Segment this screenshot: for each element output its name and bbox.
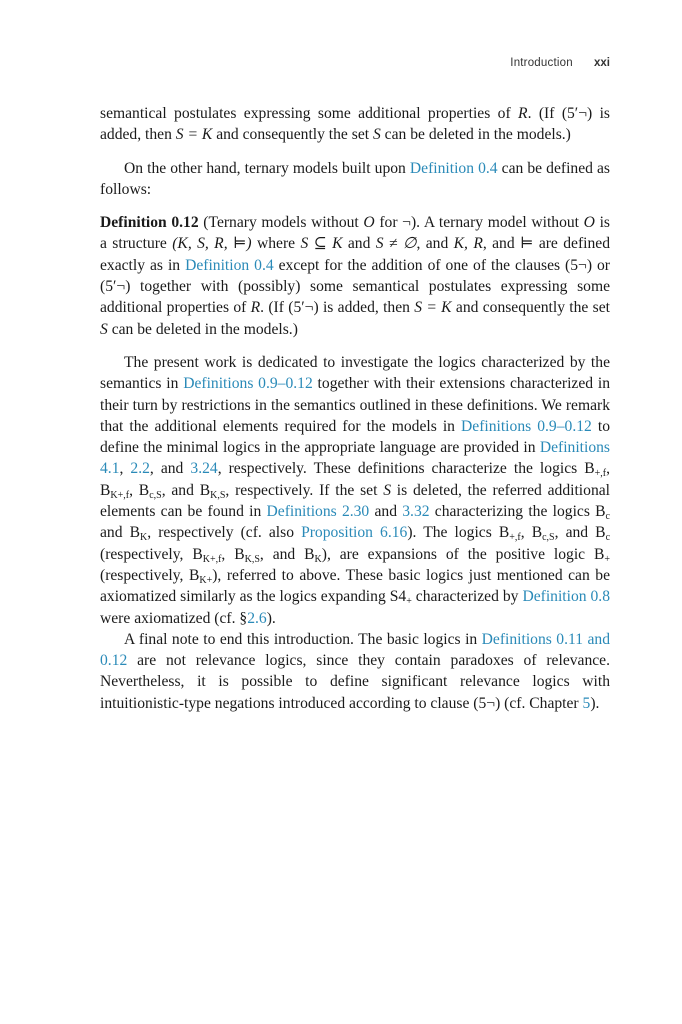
link-definitions-4-1[interactable]: Definitions 4.1	[100, 439, 610, 478]
link-definitions-0-9-0-12[interactable]: Definitions 0.9–0.12	[183, 375, 313, 393]
link-definitions-0-11-0-12[interactable]: Definitions 0.11 and 0.12	[100, 630, 611, 670]
link-definition-0-4[interactable]: Definition 0.4	[409, 159, 498, 177]
link-3-24[interactable]: 3.24	[190, 460, 218, 478]
link-definitions-2-30[interactable]: Definitions 2.30	[266, 503, 370, 521]
paragraph-continuation: semantical postulates expressing some additional properties of R. (If (5′¬) is added, then S = K and consequently the set S can be deleted in the models.)	[100, 105, 610, 144]
page-number: xxi	[594, 57, 610, 69]
link-3-32[interactable]: 3.32	[402, 503, 430, 521]
running-header-section: Introduction	[510, 57, 573, 69]
link-definition-0-8[interactable]: Definition 0.8	[522, 588, 610, 606]
link-proposition-6-16[interactable]: Proposition 6.16	[301, 524, 408, 542]
definition-0-12: Definition 0.12 (Ternary models without O for ¬). A ternary model without O is a structure (K, S, R, ⊨) where S ⊆ K and S ≠ ∅, and K, R, and ⊨ are defined exactly as in Definition 0.4 except for the addition of one of the clauses (5¬) or (5′¬) together with (possibly) some semantical postulates expressing some additional properties of R. (If (5′¬) is added, then S = K and consequently the set S can be deleted in the models.)	[100, 214, 610, 338]
main-text	[100, 103, 610, 714]
definition-label: Definition 0.12	[100, 214, 199, 232]
paragraph-ternary-models: On the other hand, ternary models built upon Definition 0.4 can be defined as follows:	[100, 159, 610, 198]
link-chapter-5[interactable]: 5	[582, 694, 591, 712]
link-definitions-0-9-0-12[interactable]: Definitions 0.9–0.12	[461, 417, 592, 435]
paragraph-present-work: The present work is dedicated to investigate the logics characterized by the semantics in Definitions 0.9–0.12 together with their extensions characterized in their turn by restrictions in the semantics outlined in these definitions. We remark that the additional elements required for the models in Definitions 0.9–0.12 to define the minimal logics in the appropriate language are provided in Definitions 4.1, 2.2, and 3.24, respectively. These definitions characterize the logics $B_{+,f}$, $B_{K+,f}$, $B_{c,S}$, and $B_{K,S}$, respectively. If the set S is deleted, the referred additional elements can be found in Definitions 2.30 and 3.32 characterizing the logics $B_c$ and $B_K$, respectively (cf. also Proposition 6.16). The logics $B_{+,f}$, $B_{c,S}$, and $B_c$ (respectively, $B_{K+,f}$, $B_{K,S}$, and $B_K$), are expansions of the positive logic $B_+$ (respectively, $B_{K+}$), referred to above. These basic logics just mentioned can be axiomatized similarly as the logics expanding $S4_+$ characterized by Definition 0.8 were axiomatized (cf. §2.6).	[100, 353, 611, 627]
link-definition-0-4[interactable]: Definition 0.4	[185, 256, 274, 274]
link-2-2[interactable]: 2.2	[130, 460, 150, 478]
paragraph-final-note: A final note to end this introduction. The basic logics in Definitions 0.11 and 0.12 are not relevance logics, since they contain paradoxes of relevance. Nevertheless, it is possible to define significant relevance logics with intuitionistic-type negations introduced according to clause (5¬) (cf. Chapter 5).	[100, 630, 611, 712]
link-section-2-6[interactable]: 2.6	[247, 609, 267, 627]
running-header	[510, 57, 610, 73]
